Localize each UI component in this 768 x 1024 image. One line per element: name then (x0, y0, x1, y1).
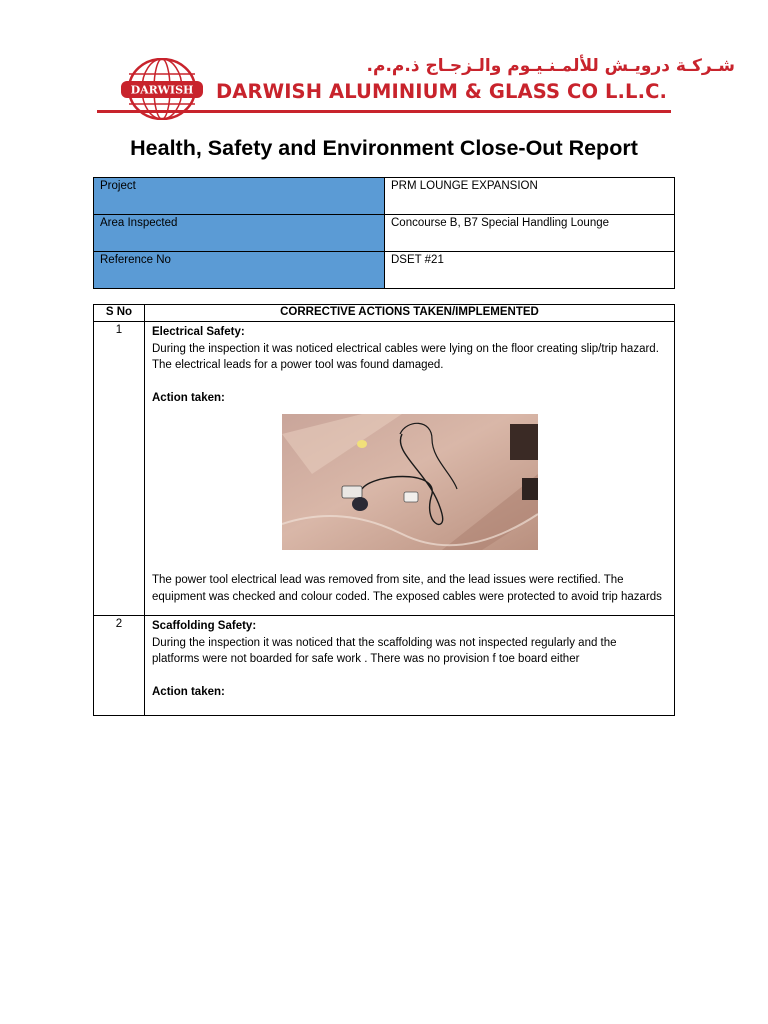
item-heading: Scaffolding Safety: (152, 620, 257, 633)
item-observation: During the inspection it was noticed that the scaffolding was not inspected regularly and the platforms were not boarded for safe work . There was no provision f toe board either (152, 636, 617, 666)
header-divider (97, 110, 671, 113)
project-info-table (93, 177, 675, 289)
item-heading: Electrical Safety: (152, 326, 245, 338)
project-label: Project (94, 178, 385, 215)
evidence-photo (282, 414, 538, 550)
actions-header: CORRECTIVE ACTIONS TAKEN/IMPLEMENTED (145, 305, 675, 322)
project-value: PRM LOUNGE EXPANSION (385, 178, 675, 215)
area-label: Area Inspected (94, 215, 385, 252)
company-arabic-name: شـركـة درويـش للألمـنـيـوم والـزجـاج ذ.م.م. (366, 56, 735, 76)
row-number: 2 (94, 616, 145, 715)
logo-text: DARWISH (130, 83, 194, 97)
action-taken-label: Action taken: (152, 391, 225, 404)
sno-header: S No (94, 305, 145, 322)
table-row (94, 178, 675, 215)
company-english-name: DARWISH ALUMINIUM & GLASS CO L.L.C. (216, 80, 668, 103)
action-cell (145, 616, 675, 715)
item-observation: During the inspection it was noticed electrical cables were lying on the floor creating slip/trip hazard. The electrical leads for a power tool was found damaged. (152, 342, 659, 372)
row-number: 1 (94, 322, 145, 616)
item-resolution: The power tool electrical lead was removed from site, and the lead issues were rectified. The equipment was checked and colour coded. The exposed cables were protected to avoid trip hazards (152, 573, 662, 603)
action-cell (145, 322, 675, 616)
area-value: Concourse B, B7 Special Handling Lounge (385, 215, 675, 252)
reference-label: Reference No (94, 252, 385, 289)
table-row (94, 616, 675, 715)
reference-value: DSET #21 (385, 252, 675, 289)
company-header (93, 56, 735, 120)
corrective-actions-table (93, 304, 675, 716)
action-taken-label: Action taken: (152, 685, 225, 698)
table-row (94, 215, 675, 252)
table-row (94, 252, 675, 289)
page-title: Health, Safety and Environment Close-Out Report (130, 136, 638, 160)
table-header-row (94, 305, 675, 322)
table-row (94, 322, 675, 616)
